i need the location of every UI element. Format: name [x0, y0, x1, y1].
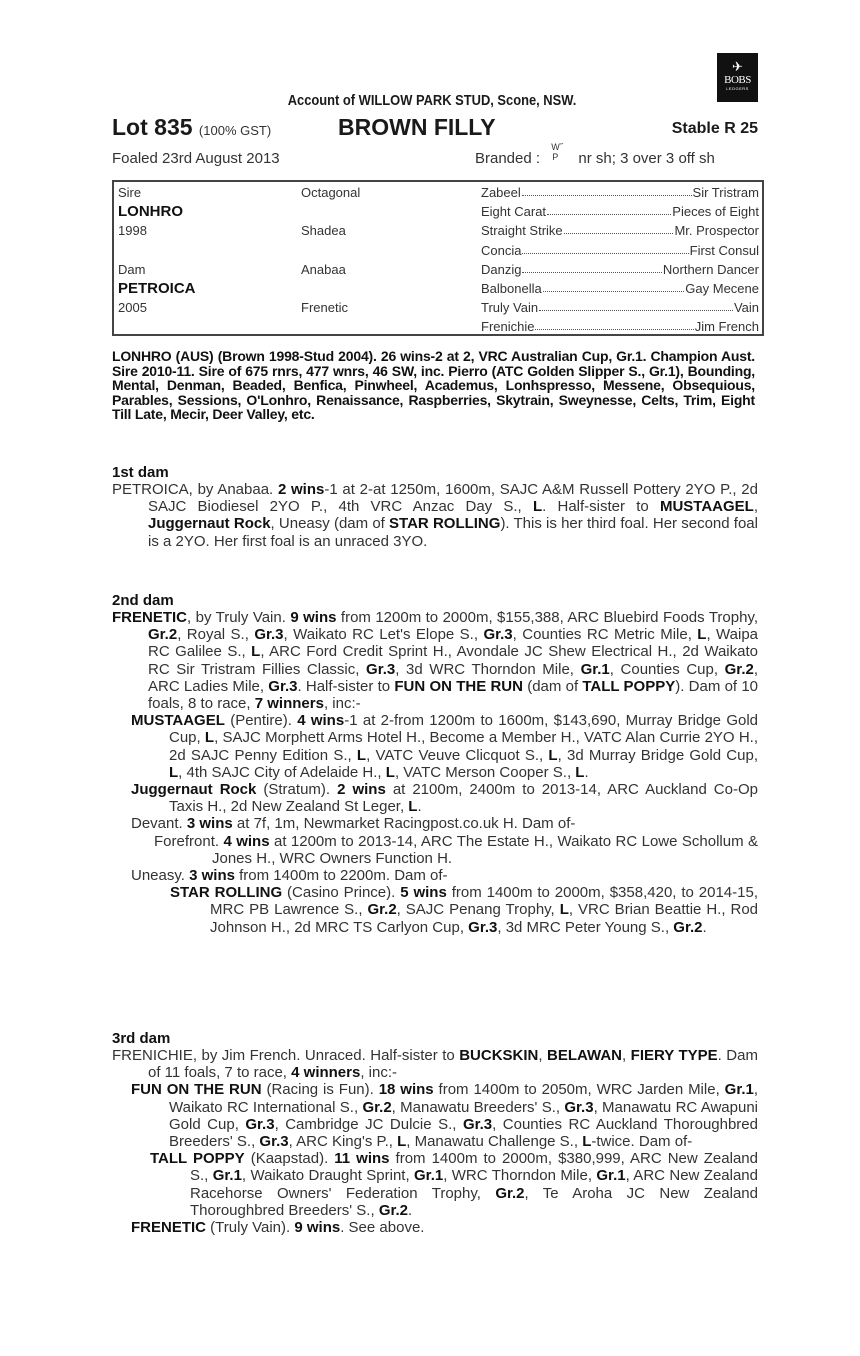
body-text: (dam of: [522, 677, 583, 695]
emphasis-text: FUN ON THE RUN: [394, 677, 523, 695]
leader-dots: [547, 204, 671, 215]
body-text: , SAJC Penang Trophy,: [396, 901, 560, 919]
body-text: , 3d Murray Bridge Gold Cup,: [557, 746, 758, 764]
leader-dots: [564, 223, 674, 234]
pedigree-entry: [112, 712, 758, 781]
brand-detail: nr sh; 3 over 3 off sh: [578, 150, 715, 167]
body-text: (Kaapstad).: [244, 1150, 335, 1168]
logo-subtitle: LEDGERS: [726, 86, 749, 91]
brand-mark-top: W˝: [551, 142, 563, 152]
emphasis-text: Gr.3: [564, 1098, 594, 1116]
emphasis-text: STAR ROLLING: [389, 515, 501, 533]
pedigree-row: [114, 262, 762, 282]
body-text: .: [417, 798, 422, 816]
emphasis-text: L: [169, 763, 179, 781]
great-grandparent: Straight Strike: [481, 223, 563, 239]
great-great-grandparent: Pieces of Eight: [672, 204, 759, 220]
emphasis-text: 9 wins: [294, 1219, 341, 1237]
pedigree-ancestors: [481, 243, 759, 258]
great-great-grandparent: Sir Tristram: [692, 185, 759, 200]
emphasis-text: L: [251, 643, 261, 661]
brand-mark-icon: [548, 142, 566, 166]
body-text: at 7f, 1m, Newmarket Racingpost.co.uk H. Dam of-: [232, 815, 576, 833]
emphasis-text: Gr.1: [414, 1167, 444, 1185]
emphasis-text: Gr.1: [724, 1081, 754, 1099]
pedigree-ancestors: [481, 281, 759, 296]
emphasis-text: 3 wins: [186, 815, 233, 833]
great-grandparent: Concia: [481, 242, 522, 258]
body-text: ). Dam of 10 foals, 8 to race,: [148, 677, 759, 713]
lot-header: [112, 114, 768, 144]
branded-label: Branded :: [475, 150, 541, 167]
pedigree-grandparent: Frenetic: [301, 300, 348, 316]
emphasis-text: Gr.2: [367, 901, 397, 919]
leader-dots: [522, 185, 692, 196]
body-text: from 1400m to 2000m, $380,999, ARC New Zealand S.,: [190, 1150, 758, 1185]
emphasis-text: 4 winners: [291, 1064, 361, 1082]
pedigree-row: [114, 243, 762, 263]
body-text: -twice. Dam of-: [591, 1133, 693, 1151]
body-text: , Manawatu RC Awapuni Gold Cup,: [169, 1098, 758, 1133]
emphasis-text: Gr.3: [259, 1133, 289, 1151]
pedigree-ancestors: [481, 185, 759, 200]
pedigree-row: [114, 281, 762, 301]
pedigree-parent: 2005: [118, 300, 147, 316]
emphasis-text: FIERY TYPE: [630, 1047, 718, 1064]
great-great-grandparent: Jim French: [694, 319, 759, 335]
body-text: Forefront.: [154, 832, 224, 850]
body-text: (Truly Vain).: [206, 1219, 295, 1237]
body-text: .: [702, 918, 707, 936]
emphasis-text: Gr.3: [254, 626, 284, 644]
pedigree-entry: [112, 781, 758, 815]
body-text: . See above.: [340, 1219, 425, 1237]
lot-number: [112, 114, 271, 141]
body-text: Devant.: [131, 815, 187, 833]
body-text: Uneasy.: [131, 867, 190, 885]
emphasis-text: Gr.3: [462, 1115, 493, 1133]
pedigree-ancestors: [481, 223, 759, 238]
body-text: , Waikato RC International S.,: [169, 1081, 759, 1116]
emphasis-text: 11 wins: [334, 1150, 390, 1168]
body-text: PETROICA, by Anabaa.: [112, 481, 278, 498]
body-text: (Stratum).: [256, 781, 338, 799]
pedigree-entry: [112, 1150, 758, 1219]
emphasis-text: Gr.3: [483, 626, 513, 644]
emphasis-text: L: [548, 746, 558, 764]
body-text: , ARC Ford Credit Sprint H., Avondale JC Shew Electrical H., 2d Waikato RC Sir Tristram Fillies Classic,: [148, 643, 758, 678]
section-heading: 1st dam: [112, 464, 169, 481]
pedigree-table: [112, 180, 764, 336]
pedigree-row: [114, 300, 762, 320]
leader-dots: [539, 300, 733, 311]
emphasis-text: L: [397, 1133, 407, 1151]
body-text: , Counties Cup,: [609, 660, 725, 678]
body-text: , ARC King's P.,: [288, 1133, 398, 1151]
pedigree-parent: Dam: [118, 261, 146, 277]
pedigree-entry: [112, 1081, 758, 1150]
emphasis-text: Gr.1: [596, 1167, 626, 1185]
emphasis-text: 7 winners: [254, 695, 324, 713]
pedigree-ancestors: [481, 204, 759, 219]
leader-dots: [543, 281, 685, 292]
pedigree-row: [114, 223, 762, 243]
body-text: , inc:-: [323, 695, 361, 713]
body-text: , Manawatu Breeders' S.,: [391, 1098, 565, 1116]
body-text: FRENICHIE, by Jim French. Unraced. Half-sister to: [112, 1047, 460, 1064]
pedigree-row: [114, 185, 762, 205]
bobs-logo-icon: [717, 53, 758, 102]
bird-icon: ✈: [732, 59, 743, 74]
great-grandparent: Balbonella: [481, 281, 542, 296]
body-text: , by Truly Vain.: [187, 609, 291, 626]
emphasis-text: BUCKSKIN: [459, 1047, 539, 1064]
brand-info: [475, 142, 715, 167]
emphasis-text: Gr.2: [362, 1098, 392, 1116]
section-heading: 3rd dam: [112, 1030, 171, 1047]
body-text: , 3d WRC Thorndon Mile,: [395, 660, 581, 678]
emphasis-text: L: [204, 729, 215, 747]
lot-description: BROWN FILLY: [338, 114, 496, 140]
body-text: .: [584, 763, 589, 781]
emphasis-text: Gr.2: [673, 918, 703, 936]
dam-section: [112, 1030, 758, 1236]
body-text: , Manawatu Challenge S.,: [406, 1133, 583, 1151]
body-text: , Royal S.,: [177, 626, 255, 644]
sire-summary: LONHRO (AUS) (Brown 1998-Stud 2004). 26 wins-2 at 2, VRC Australian Cup, Gr.1. Champion Aust. Sire 2010-11. Sire of 675 rnrs, 477 wnrs, 46 SW, inc. Pierro (ATC Golden Slipper S., Gr.1), Bounding, Mental, Denman, Beaded, Benfica, Pinwheel, Academus, Lonhspresso, Messene, Obsequious, Parables, Sessions, O'Lonhro, Renaissance, Raspberries, Skytrain, Sweynesse, Celts, Trim, Eight Till Late, Mecir, Deer Valley, etc.: [112, 348, 755, 422]
emphasis-text: Gr.2: [148, 626, 178, 644]
pedigree-grandparent: Octagonal: [301, 185, 361, 200]
emphasis-text: Gr.2: [495, 1184, 525, 1202]
great-great-grandparent: Mr. Prospector: [674, 223, 759, 239]
emphasis-text: Gr.3: [245, 1115, 275, 1133]
body-text: , VATC Veuve Clicquot S.,: [366, 746, 549, 764]
emphasis-text: 2 wins: [277, 481, 325, 498]
emphasis-text: Gr.2: [378, 1201, 408, 1219]
emphasis-text: FRENETIC: [112, 609, 187, 626]
body-text: ). This is her third foal. Her second foal is a 2YO. Her first foal is an unraced 3YO.: [148, 515, 758, 550]
body-text: . Half-sister to: [297, 677, 395, 695]
pedigree-entry: [112, 833, 758, 867]
dam-section: [112, 464, 758, 550]
stable-location: Stable R 25: [671, 120, 758, 137]
emphasis-text: Gr.3: [366, 660, 396, 678]
body-text: , 3d MRC Peter Young S.,: [497, 918, 674, 936]
leader-dots: [522, 262, 661, 273]
great-grandparent: Zabeel: [481, 185, 521, 200]
body-text: , VATC Merson Cooper S.,: [394, 763, 576, 781]
emphasis-text: Gr.1: [212, 1167, 242, 1185]
pedigree-entry: [112, 867, 758, 884]
body-text: , Waikato RC Let's Elope S.,: [283, 626, 484, 644]
emphasis-text: 5 wins: [400, 884, 447, 902]
emphasis-text: 9 wins: [290, 609, 337, 626]
emphasis-text: L: [356, 746, 367, 764]
body-text: ,: [622, 1047, 631, 1064]
body-text: .: [408, 1201, 413, 1219]
great-grandparent: Danzig: [481, 261, 522, 277]
pedigree-entry: [112, 609, 758, 712]
great-grandparent: Eight Carat: [481, 204, 547, 220]
foaled-date: Foaled 23rd August 2013: [112, 150, 280, 167]
body-text: , Counties RC Auckland Thoroughbred Breeders' S.,: [169, 1115, 758, 1151]
pedigree-ancestors: [481, 300, 759, 315]
pedigree-ancestors: [481, 262, 759, 277]
emphasis-text: FRENETIC: [131, 1219, 206, 1237]
body-text: , ARC New Zealand Racehorse Owners' Federation Trophy,: [190, 1167, 758, 1202]
pedigree-parent: Sire: [118, 185, 142, 200]
body-text: from 1400m to 2200m. Dam of-: [234, 867, 448, 885]
pedigree-entry: [112, 884, 758, 936]
body-text: , Uneasy (dam of: [270, 515, 390, 533]
body-text: ,: [753, 498, 759, 516]
body-text: , Counties RC Metric Mile,: [512, 626, 698, 644]
pedigree-parent: LONHRO: [118, 203, 183, 221]
emphasis-text: 4 wins: [297, 712, 345, 730]
great-great-grandparent: Northern Dancer: [662, 261, 759, 277]
emphasis-text: L: [408, 798, 418, 816]
body-text: , Cambridge JC Dulcie S.,: [274, 1115, 463, 1133]
emphasis-text: FUN ON THE RUN: [131, 1081, 262, 1099]
emphasis-text: MUSTAAGEL: [131, 712, 225, 730]
emphasis-text: L: [532, 498, 543, 516]
body-text: . Half-sister to: [542, 498, 660, 516]
great-grandparent: Truly Vain: [481, 300, 539, 316]
emphasis-text: MUSTAAGEL: [659, 498, 754, 516]
body-text: at 1200m to 2013-14, ARC The Estate H., Waikato RC Lowe Schollum & Jones H., WRC Owners Function H.: [212, 832, 758, 867]
great-great-grandparent: First Consul: [689, 242, 759, 258]
emphasis-text: 18 wins: [378, 1081, 434, 1099]
pedigree-entry: [112, 1219, 758, 1236]
body-text: -1 at 2-at 1250m, 1600m, SAJC A&M Russell Pottery 2YO P., 2d SAJC Biodiesel 2YO P., 4th VRC Anzac Day S.,: [148, 481, 758, 516]
body-text: from 1200m to 2000m, $155,388, ARC Bluebird Foods Trophy,: [336, 609, 759, 626]
body-text: , Waipa RC Galilee S.,: [148, 626, 759, 661]
pedigree-entry: [112, 1047, 758, 1081]
emphasis-text: BELAWAN: [547, 1047, 623, 1064]
body-text: , Waikato Draught Sprint,: [241, 1167, 415, 1185]
emphasis-text: 2 wins: [337, 781, 386, 799]
emphasis-text: L: [559, 901, 569, 919]
emphasis-text: 3 wins: [189, 867, 235, 885]
pedigree-entry: [112, 815, 758, 832]
emphasis-text: TALL POPPY: [150, 1150, 245, 1168]
emphasis-text: Juggernaut Rock: [148, 515, 271, 533]
body-text: , inc:-: [360, 1064, 398, 1082]
emphasis-text: Juggernaut Rock: [131, 781, 257, 799]
body-text: (Pentire).: [224, 712, 298, 730]
lot-label: Lot 835: [112, 114, 193, 140]
great-great-grandparent: Gay Mecene: [685, 281, 759, 296]
pedigree-grandparent: Shadea: [301, 223, 346, 239]
body-text: . Dam of 11 foals, 7 to race,: [148, 1047, 758, 1082]
pedigree-parent: 1998: [118, 223, 147, 239]
body-text: -1 at 2-from 1200m to 1600m, $143,690, Murray Bridge Gold Cup,: [169, 712, 758, 747]
great-great-grandparent: Vain: [733, 300, 759, 316]
emphasis-text: L: [575, 763, 585, 781]
body-text: , SAJC Morphett Arms Hotel H., Become a Member H., VATC Alan Currie 2YO H., 2d SAJC Penny Edition S.,: [169, 729, 758, 764]
leader-dots: [535, 319, 693, 330]
emphasis-text: L: [385, 763, 395, 781]
body-text: , 4th SAJC City of Adelaide H.,: [178, 763, 386, 781]
pedigree-parent: PETROICA: [118, 280, 196, 297]
body-text: at 2100m, 2400m to 2013-14, ARC Auckland Co-Op Taxis H., 2d New Zealand St Leger,: [169, 781, 758, 816]
pedigree-ancestors: [481, 319, 759, 334]
body-text: , VRC Brian Beattie H., Rod Johnson H., 2d MRC TS Carlyon Cup,: [210, 901, 759, 936]
emphasis-text: Gr.3: [468, 918, 498, 936]
emphasis-text: STAR ROLLING: [170, 884, 283, 902]
emphasis-text: L: [697, 626, 707, 644]
emphasis-text: 4 wins: [223, 832, 270, 850]
emphasis-text: Gr.2: [724, 660, 754, 678]
emphasis-text: L: [582, 1133, 592, 1151]
pedigree-grandparent: Anabaa: [301, 261, 346, 277]
pedigree-row: [114, 204, 762, 224]
vendor-account: Account of WILLOW PARK STUD, Scone, NSW.: [287, 92, 577, 109]
body-text: (Racing is Fun).: [261, 1081, 379, 1099]
body-text: from 1400m to 2000m, $358,420, to 2014-15, MRC PB Lawrence S.,: [210, 884, 758, 919]
body-text: (Casino Prince).: [282, 884, 401, 902]
logo-name: BOBS: [724, 74, 751, 86]
emphasis-text: TALL POPPY: [582, 677, 676, 695]
pedigree-entry: [112, 481, 758, 550]
gst-note: (100% GST): [198, 123, 272, 138]
foaled-brand-line: [112, 142, 768, 172]
body-text: , Te Aroha JC New Zealand Thoroughbred Breeders' S.,: [190, 1184, 758, 1219]
body-text: , WRC Thorndon Mile,: [443, 1167, 597, 1185]
leader-dots: [522, 243, 688, 254]
dam-section: [112, 592, 758, 936]
body-text: , ARC Ladies Mile,: [148, 660, 758, 695]
great-grandparent: Frenichie: [481, 319, 535, 335]
pedigree-row: [114, 319, 762, 339]
emphasis-text: Gr.1: [580, 660, 610, 678]
body-text: ,: [538, 1047, 548, 1064]
section-heading: 2nd dam: [112, 592, 174, 609]
body-text: from 1400m to 2050m, WRC Jarden Mile,: [433, 1081, 725, 1099]
emphasis-text: Gr.3: [268, 677, 298, 695]
brand-mark-bottom: P: [552, 152, 559, 162]
